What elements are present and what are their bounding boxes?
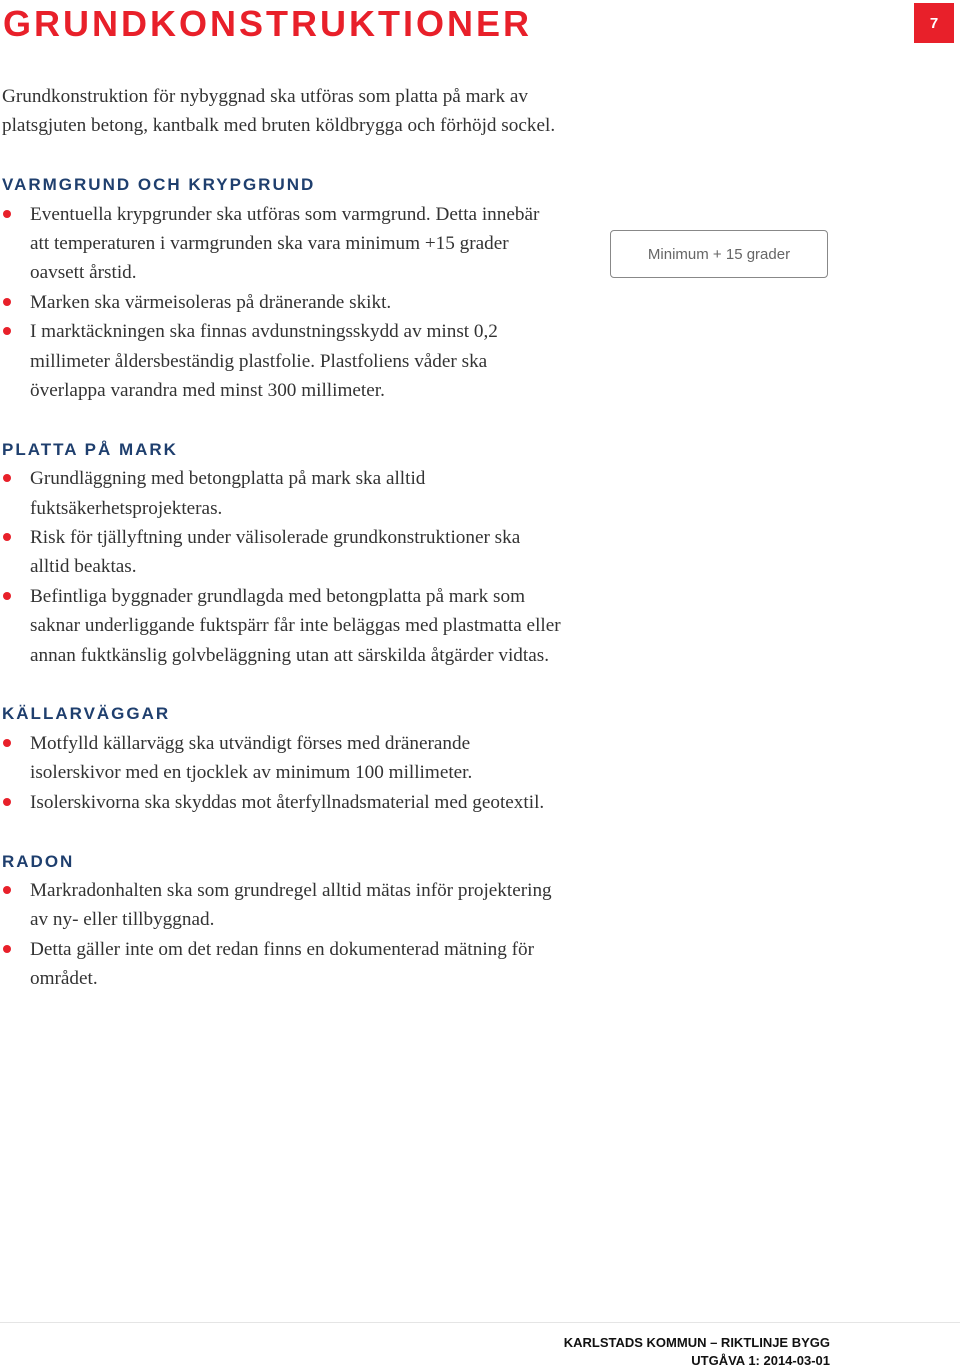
bullet-icon [3, 474, 11, 482]
bullet-icon [3, 533, 11, 541]
footer-publisher: KARLSTADS KOMMUN – RIKTLINJE BYGG [563, 1335, 830, 1350]
section-radon [2, 847, 562, 994]
section-heading: VARMGRUND OCH KRYPGRUND [2, 175, 316, 195]
bullet-icon [3, 945, 11, 953]
bullet-icon [3, 210, 11, 218]
list-item-text: Grundläggning med betongplatta på mark ska alltid fuktsäkerhetsprojekteras. [30, 468, 426, 519]
footer [564, 1334, 830, 1370]
section-kallarvaggar [2, 699, 562, 817]
section-heading: PLATTA PÅ MARK [2, 439, 178, 459]
section-platta-pa-mark [2, 435, 562, 670]
list-item [2, 788, 562, 817]
list-item [2, 729, 562, 788]
main-content [2, 82, 562, 994]
section-heading: KÄLLARVÄGGAR [2, 704, 171, 724]
intro-paragraph: Grundkonstruktion för nybyggnad ska utföras som platta på mark av platsgjuten betong, kantbalk med bruten köldbrygga och förhöjd sockel. [2, 86, 556, 137]
section-heading: RADON [2, 851, 75, 871]
list-item-text: Isolerskivorna ska skyddas mot återfyllnadsmaterial med geotextil. [30, 791, 545, 813]
list-item-text: Risk för tjällyftning under välisolerade grundkonstruktioner ska alltid beaktas. [30, 527, 521, 578]
callout-box: Minimum + 15 grader [610, 230, 828, 278]
list-item [2, 935, 562, 994]
list-item-text: Marken ska värmeisoleras på dränerande skikt. [30, 291, 392, 313]
section-varmgrund [2, 170, 562, 405]
bullet-icon [3, 886, 11, 894]
list-item-text: Markradonhalten ska som grundregel alltid mätas inför projektering av ny- eller tillbyggnad. [30, 879, 552, 931]
list-item-text: I marktäckningen ska finnas avdunstningsskydd av minst 0,2 millimeter åldersbeständig plastfolie. Plastfoliens våder ska överlappa varandra med minst 300 millimeter. [30, 321, 498, 402]
bullet-icon [3, 592, 11, 600]
list-item-text: Befintliga byggnader grundlagda med betongplatta på mark som saknar underliggande fuktspärr får inte beläggas med plastmatta eller annan fuktkänslig golvbeläggning utan att särskilda åtgärder vidtas. [30, 585, 561, 666]
page-number-badge: 7 [914, 3, 954, 43]
list-item [2, 876, 562, 935]
list-item [2, 288, 562, 317]
list-item [2, 464, 562, 523]
list-item-text: Detta gäller inte om det redan finns en dokumenterad mätning för området. [30, 938, 535, 990]
bullet-icon [3, 798, 11, 806]
list-item [2, 317, 562, 405]
list-item [2, 523, 562, 582]
bullet-icon [3, 298, 11, 306]
list-item-text: Motfylld källarvägg ska utvändigt förses med dränerande isolerskivor med en tjocklek av minimum 100 millimeter. [30, 732, 473, 784]
list-item [2, 582, 562, 670]
bullet-icon [3, 739, 11, 747]
bullet-list [2, 729, 562, 817]
page-title: GRUNDKONSTRUKTIONER [3, 3, 532, 44]
bullet-icon [3, 327, 11, 335]
footer-divider [0, 1322, 960, 1323]
bullet-list [2, 200, 562, 406]
bullet-list [2, 464, 562, 670]
footer-edition: UTGÅVA 1: 2014-03-01 [691, 1353, 830, 1368]
list-item-text: Eventuella krypgrunder ska utföras som varmgrund. Detta innebär att temperaturen i varmgrunden ska vara minimum +15 grader oavsett årstid. [30, 203, 540, 284]
list-item [2, 200, 562, 288]
bullet-list [2, 876, 562, 994]
